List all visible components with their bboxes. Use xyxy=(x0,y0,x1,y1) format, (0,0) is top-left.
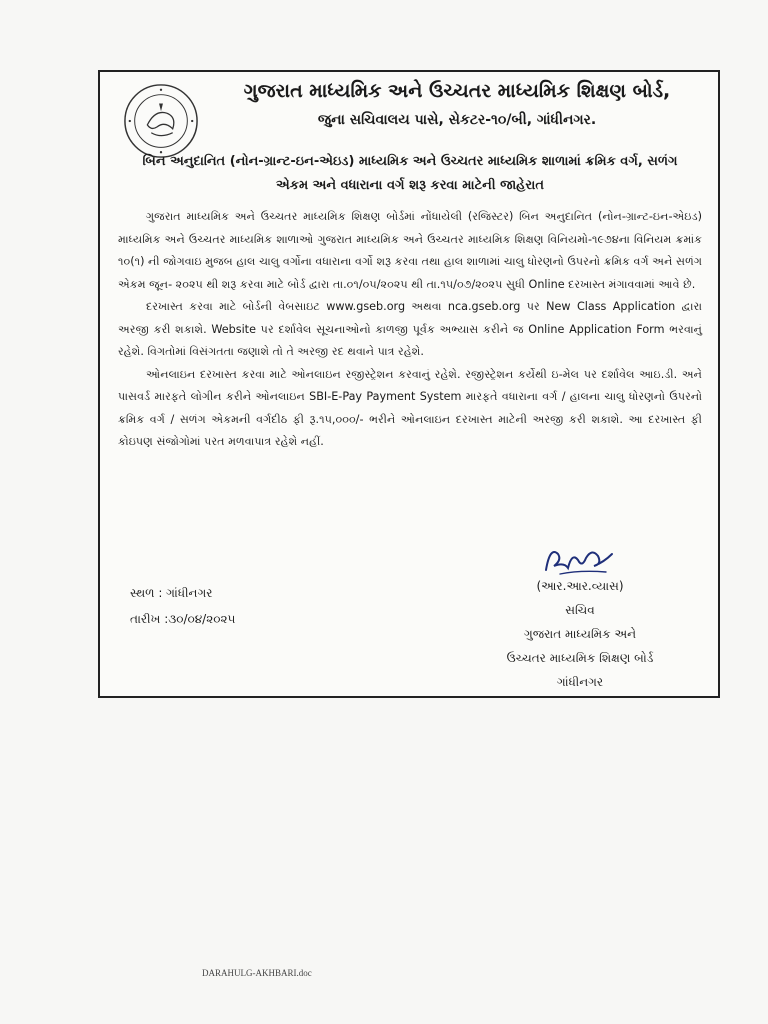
board-seal-icon xyxy=(122,82,200,160)
body-paragraph-3: ઓનલાઇન દરખાસ્ત કરવા માટે ઓનલાઇન રજીસ્ટ્રેશન કરવાનું રહેશે. રજીસ્ટ્રેશન કર્યેથી ઇ-મેલ પર દર્શાવેલ આઇ.ડી. અને પાસવર્ડ મારફતે લોગીન કરીને ઓનલાઇન SBI-E-Pay Payment System મારફતે વધારાના વર્ગ / હાલના ચાલુ ધોરણનો ઉપરનો ક્રમિક વર્ગ / સળંગ એકમની વર્ગદીઠ ફી રૂ.૧૫,૦૦૦/- ભરીને ઓનલાઇન દરખાસ્ત માટેની અરજી કરી શકાશે. આ દરખાસ્ત ફી કોઇપણ સંજોગોમાં પરત મળવાપાત્ર રહેશે નહીં. xyxy=(118,367,702,448)
subject-line-2: એકમ અને વધારાના વર્ગ શરૂ કરવા માટેની જાહેરાત xyxy=(276,178,544,193)
place-line: સ્થળ : ગાંધીનગર xyxy=(130,586,213,600)
signatory-block xyxy=(460,574,700,694)
subject-line-1: બિન અનુદાનિત (નોન-ગ્રાન્ટ-ઇન-એઇડ) માધ્યમિક અને ઉચ્ચતર માધ્યમિક શાળામાં ક્રમિક વર્ગ, સળંગ xyxy=(142,154,678,169)
signatory-org-line-1: ગુજરાત માધ્યમિક અને xyxy=(523,627,637,641)
board-title: ગુજરાત માધ્યમિક અને ઉચ્ચતર માધ્યમિક શિક્ષણ બોર્ડ, xyxy=(243,80,671,102)
body-paragraph-1: ગુજરાત માધ્યમિક અને ઉચ્ચતર માધ્યમિક શિક્ષણ બોર્ડમાં નોંધાયેલી (રજિસ્ટર) બિન અનુદાનિત (નોન-ગ્રાન્ટ-ઇન-એઇડ) માધ્યમિક અને ઉચ્ચતર માધ્યમિક શાળાઓ ગુજરાત માધ્યમિક અને ઉચ્ચતર માધ્યમિક શિક્ષણ વિનિયમો-૧૯૭૪ના વિનિયમ ક્રમાંક ૧૦(૧) ની જોગવાઇ મુજબ હાલ ચાલુ વર્ગોના વધારાના વર્ગો શરૂ કરવા તથા હાલ શાળામાં ચાલુ ધોરણનો ઉપરનો ક્રમિક વર્ગ અને સળંગ એકમ જૂન- ૨૦૨૫ થી શરૂ કરવા માટે બોર્ડ દ્વારા તા.૦૧/૦૫/૨૦૨૫ થી તા.૧૫/૦૭/૨૦૨૫ સુધી Online દરખાસ્ત મંગાવવામાં આવે છે. xyxy=(118,210,702,291)
signatory-designation: સચિવ xyxy=(565,603,595,617)
notice-subject xyxy=(112,150,708,198)
date-line: તારીખ :૩૦/૦૪/૨૦૨૫ xyxy=(130,612,236,626)
notice-body xyxy=(118,206,702,454)
signatory-city: ગાંધીનગર xyxy=(556,675,604,689)
body-paragraph-2: દરખાસ્ત કરવા માટે બોર્ડની વેબસાઇટ www.gseb.org અથવા nca.gseb.org પર New Class Application દ્વારા અરજી કરી શકાશે. Website પર દર્શાવેલ સૂચનાઓનો કાળજી પૂર્વક અભ્યાસ કરીને જ Online Application Form ભરવાનું રહેશે. વિગતોમાં વિસંગતતા જણાશે તો તે અરજી રદ થવાને પાત્ર રહેશે. xyxy=(118,300,702,358)
notice-frame xyxy=(98,70,720,698)
board-address: જુના સચિવાલય પાસે, સેકટર-૧૦/બી, ગાંધીનગર. xyxy=(317,112,597,128)
signatory-org-line-2: ઉચ્ચતર માધ્યમિક શિક્ષણ બોર્ડ xyxy=(506,651,654,665)
footer-filename: DARAHULG-AKHBARI.doc xyxy=(202,968,312,978)
signatory-name: (આર.આર.વ્યાસ) xyxy=(536,579,624,593)
